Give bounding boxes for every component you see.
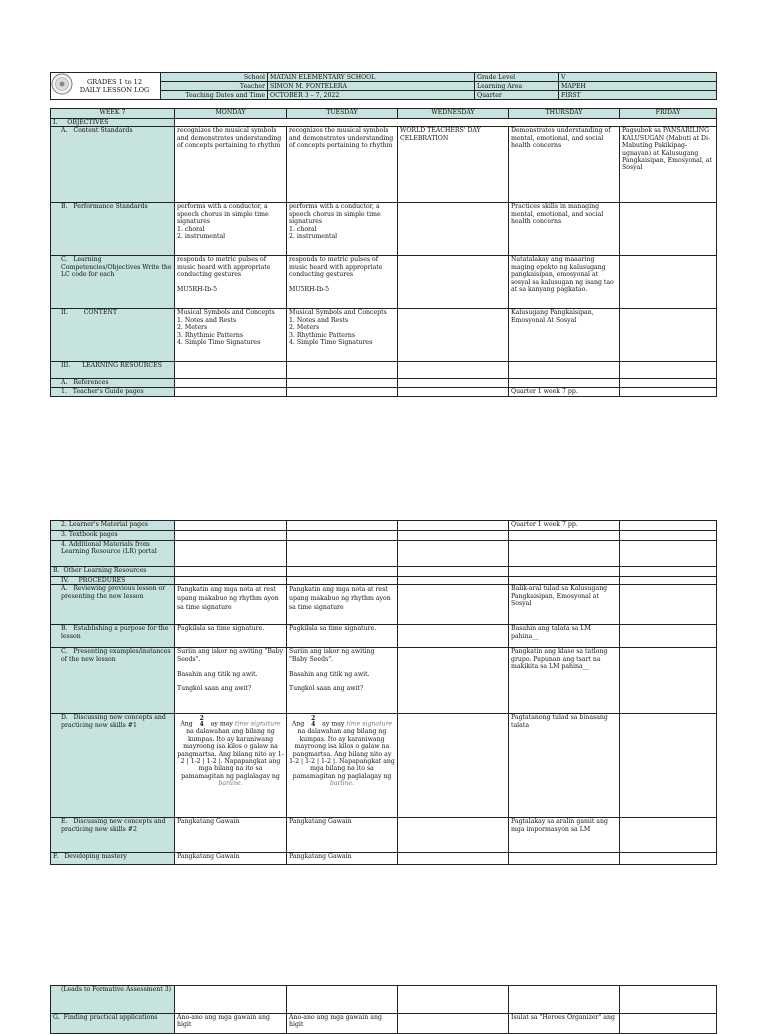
practical-applications-thu: Isulat sa "Heroes Organizer" ang xyxy=(509,1014,620,1034)
time-signature-icon: 2 4 xyxy=(311,715,316,728)
presenting-examples-tue: Suriin ang iskor ng awiting "Baby Seeds". Basahin ang titik ng awit. Tungkol saan ang awit? xyxy=(287,648,398,714)
discussing-concepts-2-tue: Pangkatang Gawain xyxy=(287,818,398,853)
barline-term: barline. xyxy=(218,780,243,788)
ay-may-text: ay may xyxy=(322,720,345,728)
content-standards-label: A. Content Standards xyxy=(51,127,175,203)
reviewing-lesson-thu: Balik-aral tulad sa Kalusugang Pangkaisipan, Emosyonal at Sosyal xyxy=(509,585,620,625)
teacher-label: Teacher xyxy=(161,82,268,91)
content-heading: II. CONTENT xyxy=(51,309,175,362)
grade-level-value: V xyxy=(559,73,717,82)
formative-assessment-label: (Leads to Formative Assessment 3) xyxy=(51,986,175,1014)
developing-mastery-label: F. Developing mastery xyxy=(51,853,175,865)
learning-resources-heading: III. LEARNING RESOURCES xyxy=(51,362,175,379)
practical-applications-mon: Ano-ano ang mga gawain ang higit xyxy=(175,1014,287,1034)
teaching-dates-label: Teaching Dates and Time xyxy=(161,91,268,100)
header-table xyxy=(50,72,717,100)
dll-title-line1: GRADES 1 to 12 xyxy=(86,78,143,86)
time-signature-icon: 2 4 xyxy=(199,715,204,728)
references-label: A. References xyxy=(51,379,175,387)
presenting-examples-thu: Pangkatin ang klase sa tatlong grupo. Papunan ang tsart na makikita sa LM pahina__ xyxy=(509,648,620,714)
performance-standards-thu: Practices skills in managing mental, emotional, and social health concerns xyxy=(509,203,620,256)
reviewing-lesson-label: A. Reviewing previous lesson or presenting the new lesson xyxy=(51,585,175,625)
content-mon: Musical Symbols and Concepts 1. Notes and Rests 2. Meters 3. Rhythmic Patterns 4. Simple Time Signatures xyxy=(175,309,287,362)
quarter-label: Quarter xyxy=(475,91,559,100)
content-standards-mon: recognizes the musical symbols and demonstrates understanding of concepts pertaining to rhythm xyxy=(175,127,287,203)
lesson-log-table-page3 xyxy=(50,985,717,1034)
establishing-purpose-thu: Basahin ang talata sa LM pahina__ xyxy=(509,625,620,648)
objectives-heading: I. OBJECTIVES xyxy=(51,119,175,127)
col-friday: FRIDAY xyxy=(620,109,717,119)
reviewing-lesson-mon: Pangkatin ang mga nota at rest upang makabuo ng rhythm ayon sa time signature xyxy=(175,585,287,625)
establishing-purpose-mon: Pagkilala sa time signature. xyxy=(175,625,287,648)
grade-level-label: Grade Level xyxy=(475,73,559,82)
learning-area-label: Learning Area xyxy=(475,82,559,91)
content-thu: Kalusugang Pangkaisipan, Emosyonal At Sosyal xyxy=(509,309,620,362)
learning-competencies-thu: Natatalakay ang maaaring maging epekto ng kalusugang pangkaisipan, emosyonal at sosyal sa kalusugan ng isang tao at sa kanyang pagkatao. xyxy=(509,256,620,309)
practical-applications-tue: Ano-ano ang mga gawain ang higit xyxy=(287,1014,398,1034)
teachers-guide-thu: Quarter 1 week 7 pp. xyxy=(509,387,620,396)
establishing-purpose-tue: Pagkilala sa time signature. xyxy=(287,625,398,648)
school-value: MATAIN ELEMENTARY SCHOOL xyxy=(268,73,475,82)
school-label: School xyxy=(161,73,268,82)
teaching-dates-value: OCTOBER 3 – 7, 2022 xyxy=(268,91,475,100)
col-tuesday: TUESDAY xyxy=(287,109,398,119)
procedures-heading: IV. PROCEDURES xyxy=(51,577,175,585)
textbook-pages-label: 3. Textbook pages xyxy=(51,531,175,541)
establishing-purpose-label: B. Establishing a purpose for the lesson xyxy=(51,625,175,648)
performance-standards-tue: performs with a conductor, a speech chorus in simple time signatures 1. choral 2. instrumental xyxy=(287,203,398,256)
col-thursday: THURSDAY xyxy=(509,109,620,119)
developing-mastery-tue: Pangkatang Gawain xyxy=(287,853,398,865)
discussing-concepts-1-label: D. Discussing new concepts and practicing new skills #1 xyxy=(51,714,175,818)
quarter-value: FIRST xyxy=(559,91,717,100)
lesson-log-table-page2 xyxy=(50,520,717,865)
ang-text: Ang xyxy=(291,720,305,728)
discussing-concepts-2-mon: Pangkatang Gawain xyxy=(175,818,287,853)
discussing-concepts-1-tue xyxy=(287,714,398,818)
content-standards-wed: WORLD TEACHERS' DAY CELEBRATION xyxy=(398,127,509,203)
presenting-examples-mon: Suriin ang iskor ng awiting "Baby Seeds". Basahin ang titik ng awit. Tungkol saan ang awit? xyxy=(175,648,287,714)
discussing-concepts-2-thu: Pagtalakay sa aralin gamit ang mga impormasyon sa LM xyxy=(509,818,620,853)
learners-material-thu: Quarter 1 week 7 pp. xyxy=(509,521,620,531)
practical-applications-label: G. Finding practical applications xyxy=(51,1014,175,1034)
barline-term: barline. xyxy=(329,780,355,788)
time-signature-explanation: na dalawahan ang bilang ng kumpas. Ito ay karaniwang mayroong isa kilos o galaw na pangmartsa. Ang bilang nito ay 1-2 | 1-2 | 1-2 |. Napapangkat ang mga bilang na ito sa pamamagitan ng paglalagay ng xyxy=(289,728,395,780)
learning-competencies-tue: responds to metric pulses of music heard with appropriate conducting gestures MU5RH-Ib-5 xyxy=(287,256,398,309)
performance-standards-label: B. Performance Standards xyxy=(51,203,175,256)
discussing-concepts-1-mon xyxy=(175,714,287,818)
content-standards-fri: Pagsubok sa PANSARILING KALUSUGAN (Mabuti at Di-Mabuting Pakikipag-ugnayan) at Kalusugang Pangkaisipan, Emosyonal, at Sosyal xyxy=(620,127,717,203)
teachers-guide-label: 1. Teacher's Guide pages xyxy=(51,387,175,396)
dll-title-line2: DAILY LESSON LOG xyxy=(79,86,150,94)
learning-competencies-mon: responds to metric pulses of music heard with appropriate conducting gestures MU5RH-Ib-5 xyxy=(175,256,287,309)
learning-area-value: MAPEH xyxy=(559,82,717,91)
other-resources-label: B. Other Learning Resources xyxy=(51,567,175,577)
discussing-concepts-2-label: E. Discussing new concepts and practicing new skills #2 xyxy=(51,818,175,853)
col-monday: MONDAY xyxy=(175,109,287,119)
content-standards-tue: recognizes the musical symbols and demonstrates understanding of concepts pertaining to rhythm xyxy=(287,127,398,203)
col-week: WEEK 7 xyxy=(51,109,175,119)
discussing-concepts-1-thu: Pagtatanong tulad sa binasang talata xyxy=(509,714,620,818)
time-signature-term: time signature xyxy=(346,720,393,728)
teacher-value: SIMON M. FONTELERA xyxy=(268,82,475,91)
content-tue: Musical Symbols and Concepts 1. Notes and Rests 2. Meters 3. Rhythmic Patterns 4. Simple Time Signatures xyxy=(287,309,398,362)
col-wednesday: WEDNESDAY xyxy=(398,109,509,119)
ay-may-text: ay may xyxy=(210,720,233,728)
reviewing-lesson-tue: Pangkatin ang mga nota at rest upang makabuo ng rhythm ayon sa time signature xyxy=(287,585,398,625)
lesson-log-table-page1 xyxy=(50,108,717,397)
performance-standards-mon: performs with a conductor, a speech chorus in simple time signatures 1. choral 2. instrumental xyxy=(175,203,287,256)
developing-mastery-mon: Pangkatang Gawain xyxy=(175,853,287,865)
learners-material-label: 2. Learner's Material pages xyxy=(51,521,175,531)
learning-competencies-label: C. Learning Competencies/Objectives Write the LC code for each xyxy=(51,256,175,309)
time-signature-term: time signature xyxy=(234,720,281,728)
additional-materials-label: 4. Additional Materials from Learning Resource (LR) portal xyxy=(51,541,175,567)
presenting-examples-label: C. Presenting examples/instances of the new lesson xyxy=(51,648,175,714)
content-standards-thu: Demonstrates understanding of mental, emotional, and social health concerns xyxy=(509,127,620,203)
ang-text: Ang xyxy=(180,720,193,728)
time-signature-explanation: na dalawahan ang bilang ng kumpas. Ito ay karaniwang mayroong isa kilos o galaw na pangmartsa. Ang bilang nito ay 1-2 | 1-2 | 1-2 |. Napapangkat ang mga bilang na ito sa pamamagitan ng paglalagay ng xyxy=(177,728,284,780)
